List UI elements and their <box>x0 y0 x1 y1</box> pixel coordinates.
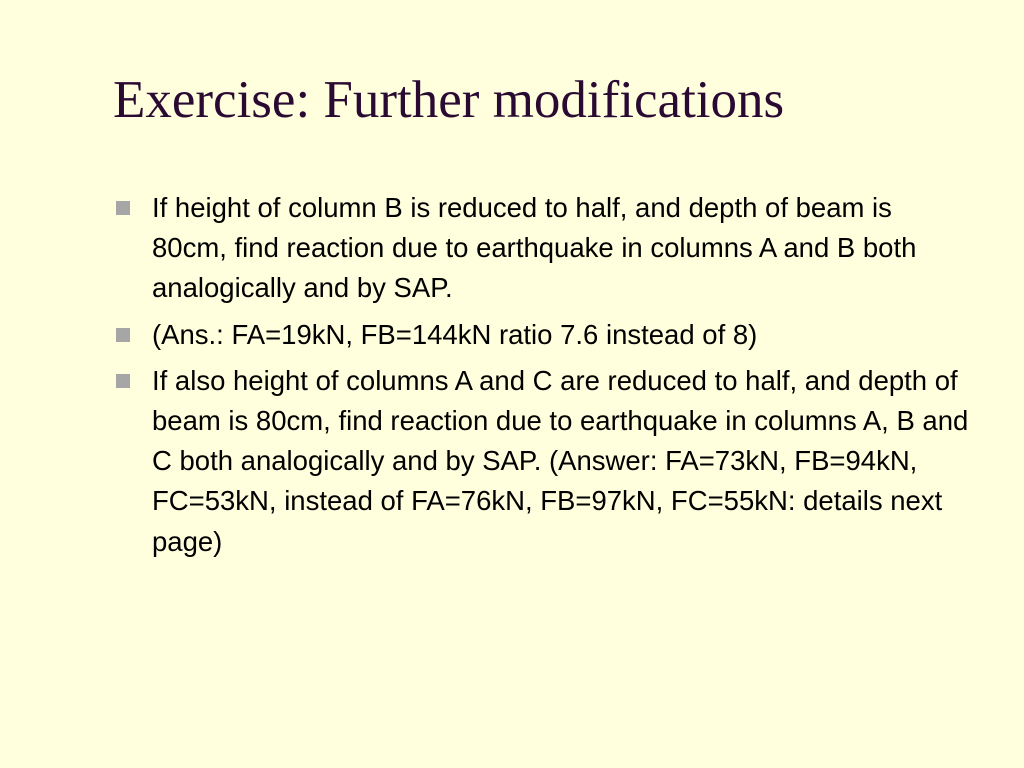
bullet-list <box>113 188 973 568</box>
bullet-text: (Ans.: FA=19kN, FB=144kN ratio 7.6 instead of 8) <box>152 318 758 350</box>
square-bullet-icon <box>116 374 130 388</box>
bullet-item <box>113 188 973 309</box>
bullet-text: If height of column B is reduced to half, and depth of beam is 80cm, find reaction due to earthquake in columns A and B both analogically and by SAP. <box>152 192 917 304</box>
square-bullet-icon <box>116 328 130 342</box>
bullet-item <box>113 315 973 355</box>
bullet-text: If also height of columns A and C are reduced to half, and depth of beam is 80cm, find reaction due to earthquake in columns A, B and C both analogically and by SAP. (Answer: FA=73kN, FB=94kN, FC=53kN, instead of FA=76kN, FB=97kN, FC=55kN: details next page) <box>152 364 969 557</box>
bullet-item <box>113 361 973 562</box>
slide-title: Exercise: Further modifications <box>113 71 785 129</box>
square-bullet-icon <box>116 201 130 215</box>
